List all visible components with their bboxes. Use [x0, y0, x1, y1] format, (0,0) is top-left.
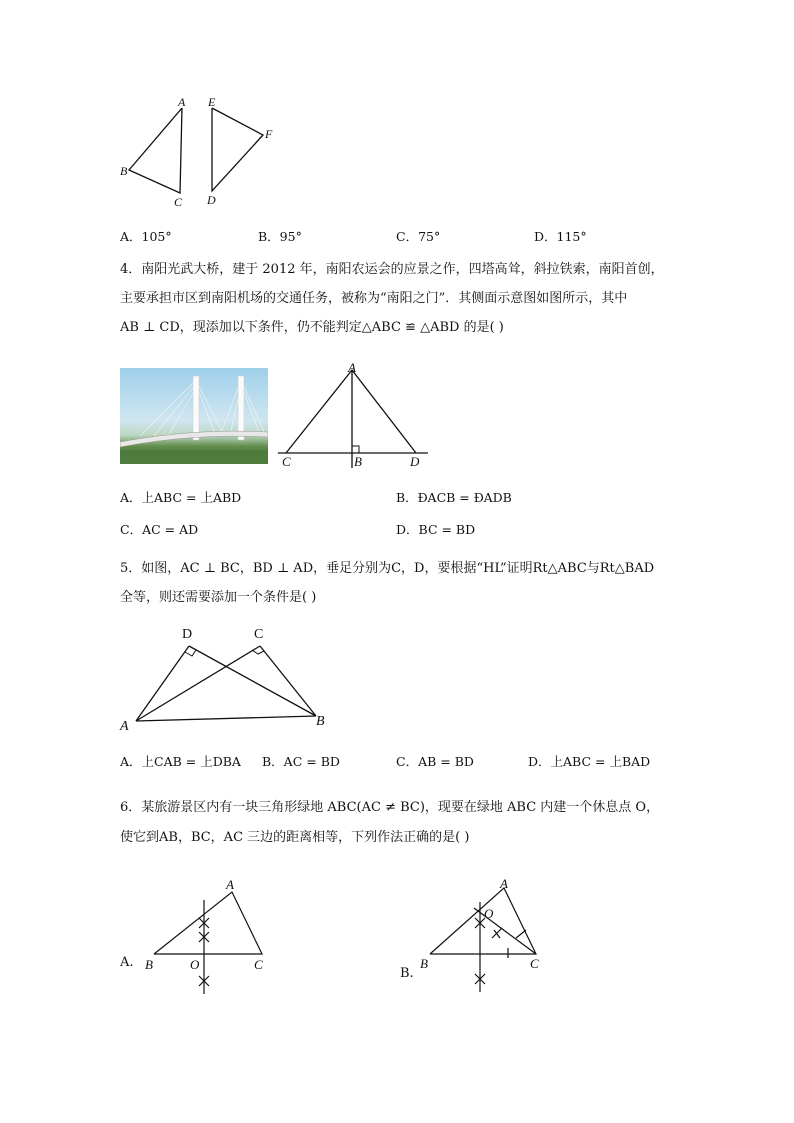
q3-option-a[interactable]: A．105°: [120, 229, 172, 244]
q3-option-b[interactable]: B．95°: [258, 229, 302, 244]
q3-option-d[interactable]: D．115°: [534, 229, 587, 244]
label-c: C: [530, 956, 539, 971]
label-b: B: [120, 164, 128, 178]
label-a: A: [120, 719, 129, 734]
label-a: A: [500, 876, 508, 891]
label-b: B: [420, 956, 428, 971]
bridge-drawing: [120, 368, 268, 464]
bridge-photo: [120, 368, 268, 464]
q5-option-c[interactable]: C．AB = BD: [396, 754, 474, 769]
q4-stem-line3: AB ⊥ CD，现添加以下条件，仍不能判定△ABC ≌ △ABD 的是( ): [120, 320, 504, 335]
q4-option-d[interactable]: D．BC = BD: [396, 522, 476, 537]
q6-option-a-label[interactable]: A.: [120, 955, 134, 970]
q4-option-a[interactable]: A．上ABC = 上ABD: [120, 490, 242, 505]
label-c: C: [254, 627, 264, 642]
label-b: B: [145, 957, 153, 972]
label-d: D: [207, 193, 216, 207]
label-b: B: [354, 454, 362, 469]
label-a: A: [178, 95, 186, 109]
label-c: C: [174, 195, 183, 209]
label-e: E: [208, 95, 216, 109]
label-a: A: [348, 360, 356, 375]
label-b: B: [316, 714, 325, 729]
triangle-abc: [129, 108, 182, 193]
label-d: D: [182, 627, 193, 642]
q6-option-b-figure[interactable]: [416, 872, 566, 997]
q5-figure: [112, 620, 342, 735]
q5-option-b[interactable]: B．AC = BD: [262, 754, 340, 769]
q6-option-a-figure[interactable]: [140, 872, 280, 997]
q6-stem-line1: 6．某旅游景区内有一块三角形绿地 ABC(AC ≠ BC)，现要在绿地 ABC 内建一个休息点 O，: [120, 800, 660, 815]
q5-stem-line2: 全等，则还需要添加一个条件是( ): [120, 590, 317, 605]
label-c: C: [282, 454, 291, 469]
q6-stem-line2: 使它到AB，BC，AC 三边的距离相等，下列作法正确的是( ): [120, 830, 470, 845]
q5-option-a[interactable]: A．上CAB = 上DBA: [120, 754, 241, 769]
q5-stem-line1: 5．如图，AC ⊥ BC，BD ⊥ AD，垂足分别为C，D，要根据“HL”证明Rt△ABC与Rt△BAD: [120, 561, 655, 576]
q6-option-b-label[interactable]: B.: [400, 966, 414, 981]
label-o: O: [484, 906, 494, 921]
q4-option-c[interactable]: C．AC = AD: [120, 522, 199, 537]
q4-figure: [276, 360, 436, 475]
q3-option-c[interactable]: C．75°: [396, 229, 441, 244]
q4-option-b[interactable]: B．ÐACB = ÐADB: [396, 490, 512, 505]
q5-option-d[interactable]: D．上ABC = 上BAD: [528, 754, 651, 769]
label-c: C: [254, 957, 263, 972]
label-d: D: [410, 454, 420, 469]
label-f: F: [265, 127, 273, 141]
label-a: A: [226, 877, 234, 892]
q3-figure: [112, 92, 282, 212]
label-o: O: [190, 957, 200, 972]
q4-stem-line1: 4．南阳光武大桥，建于 2012 年，南阳农运会的应景之作，四塔高耸，斜拉铁索，南阳首创，: [120, 262, 664, 277]
triangle-efd: [212, 108, 263, 191]
q4-stem-line2: 主要承担市区到南阳机场的交通任务，被称为“南阳之门”．其侧面示意图如图所示，其中: [120, 291, 628, 306]
